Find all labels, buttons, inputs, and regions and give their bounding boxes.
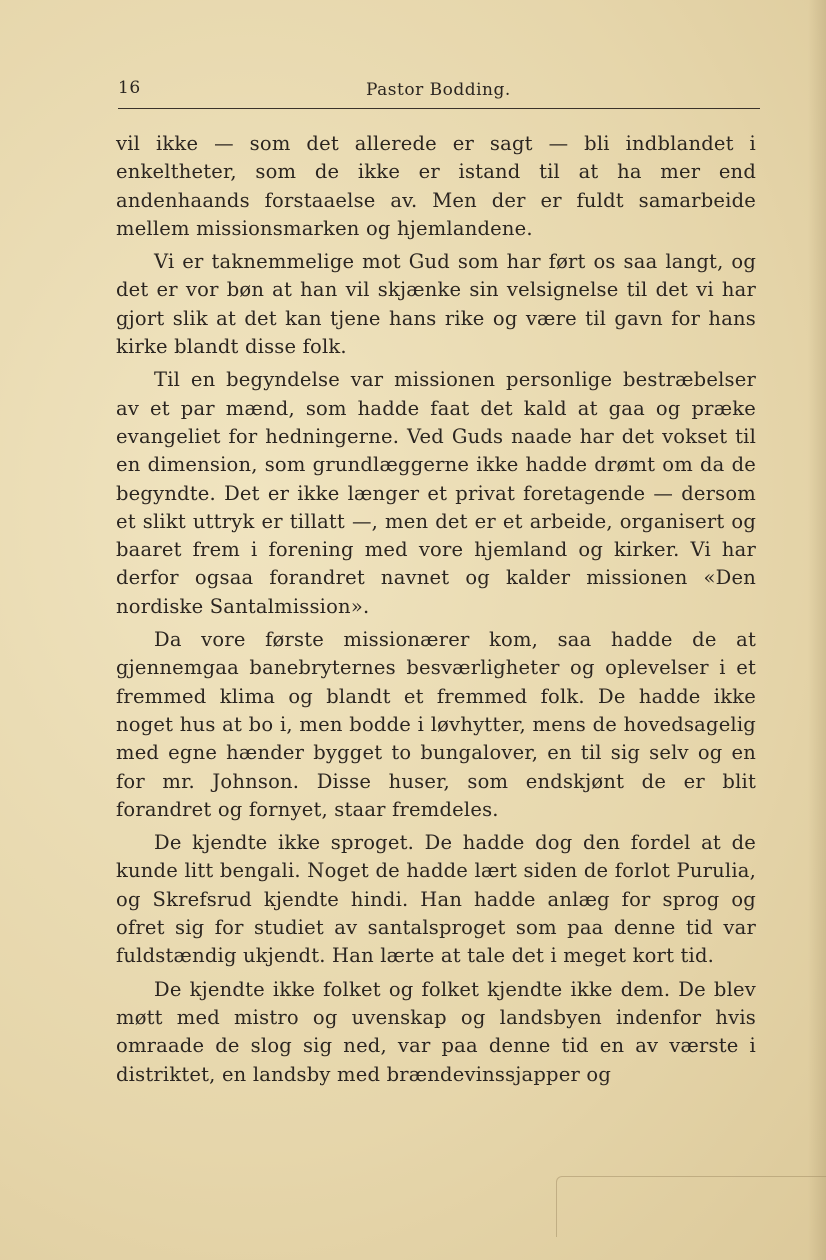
paragraph-1: vil ikke — som det allerede er sagt — bli indblandet i enkeltheter, som de ikke er istand til at ha mer end andenhaands forstaaelse av. Men der er fuldt samarbeide mellem missionsmarken og hjemlandene. — [116, 132, 756, 240]
paragraph-2: Vi er taknemmelige mot Gud som har ført os saa langt, og det er vor bøn at han vil skjænke sin velsignelse til det vi har gjort slik at det kan tjene hans rike og være til gavn for hans kirke blandt disse folk. — [116, 250, 756, 359]
paragraph-3: Til en begyndelse var missionen personlige bestræbelser av et par mænd, som hadde faat det kald at gaa og præke evangeliet for hedningerne. Ved Guds naade har det vokset til en dimension, som grundlæggerne ikke hadde drømt om da de begyndte. Det er ikke længer et privat foretagende — dersom et slikt uttryk er tillatt —, men det er et arbeide, organisert og baaret frem i forening med vore hjemland og kirker. Vi har derfor ogsaa forandret navnet og kalder missionen «Den nordiske Santalmission». — [116, 368, 756, 618]
page-header — [118, 78, 758, 108]
body-text — [116, 130, 756, 1094]
header-rule — [118, 108, 760, 109]
page-edge-shadow — [808, 0, 826, 1260]
page-number: 16 — [118, 78, 141, 98]
paper-fold-mark — [556, 1176, 826, 1237]
paragraph-5: De kjendte ikke sproget. De hadde dog den fordel at de kunde litt bengali. Noget de hadde lært siden de forlot Purulia, og Skrefsrud kjendte hindi. Han hadde anlæg for sprog og ofret sig for studiet av santalsproget som paa denne tid var fuldstændig ukjendt. Han lærte at tale det i meget kort tid. — [116, 831, 756, 968]
running-title: Pastor Bodding. — [366, 80, 511, 100]
paragraph-4: Da vore første missionærer kom, saa hadde de at gjennemgaa banebryternes besværligheter og oplevelser i et fremmed klima og blandt et fremmed folk. De hadde ikke noget hus at bo i, men bodde i løvhytter, mens de hovedsagelig med egne hænder bygget to bungalover, en til sig selv og en for mr. Johnson. Disse huser, som endskjønt de er blit forandret og fornyet, staar fremdeles. — [116, 628, 756, 821]
paragraph-6: De kjendte ikke folket og folket kjendte ikke dem. De blev møtt med mistro og uvenskap og landsbyen indenfor hvis omraade de slog sig ned, var paa denne tid en av værste i distriktet, en landsby med brændevinssjapper og — [116, 977, 756, 1086]
